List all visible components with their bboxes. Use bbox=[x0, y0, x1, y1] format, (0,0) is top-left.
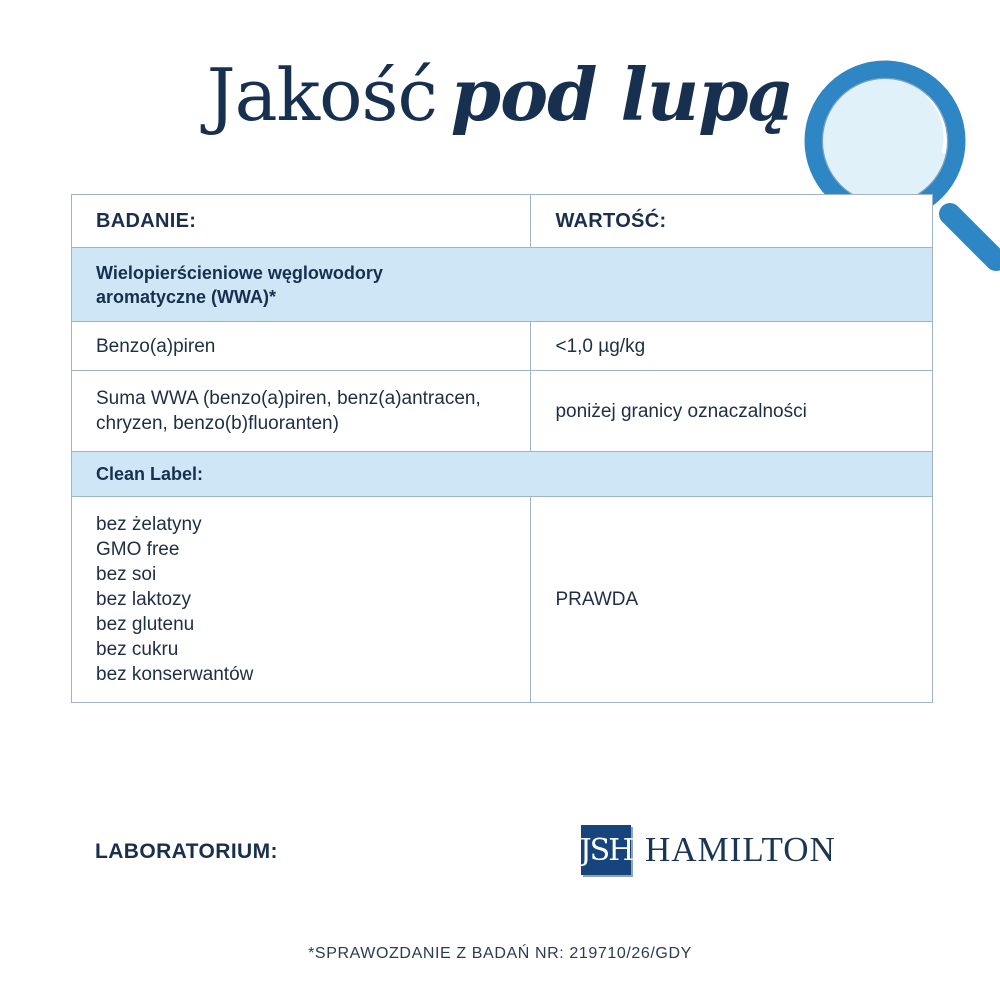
table-row bbox=[72, 497, 933, 703]
header-value: WARTOŚĆ: bbox=[531, 195, 933, 248]
section-row-clean-label bbox=[72, 452, 933, 497]
test-cell bbox=[72, 497, 531, 703]
title-light: Jakość bbox=[206, 53, 437, 137]
logo-mark-icon: JSH bbox=[581, 825, 631, 875]
test-cell bbox=[72, 371, 531, 452]
value-cell: PRAWDA bbox=[531, 497, 933, 703]
test-line: Suma WWA (benzo(a)piren, benz(a)antracen, bbox=[96, 388, 481, 409]
test-line: chryzen, benzo(b)fluoranten) bbox=[96, 413, 339, 434]
report-footnote: *SPRAWOZDANIE Z BADAŃ NR: 219710/26/GDY bbox=[308, 945, 692, 962]
title-bold: pod lupą bbox=[450, 52, 794, 137]
value-cell: <1,0 µg/kg bbox=[531, 322, 933, 371]
table-row bbox=[72, 371, 933, 452]
section-row-wwa bbox=[72, 248, 933, 322]
header-test: BADANIE: bbox=[72, 195, 531, 248]
value-cell: poniżej granicy oznaczalności bbox=[531, 371, 933, 452]
section-title-line: aromatyczne (WWA)* bbox=[96, 286, 277, 307]
table-row bbox=[72, 322, 933, 371]
section-title-wwa bbox=[72, 248, 933, 322]
clean-label-item: GMO free bbox=[96, 539, 180, 560]
clean-label-item: bez żelatyny bbox=[96, 514, 202, 535]
clean-label-item: bez laktozy bbox=[96, 589, 192, 610]
test-cell: Benzo(a)piren bbox=[72, 322, 531, 371]
section-title-clean-label: Clean Label: bbox=[72, 452, 933, 497]
clean-label-item: bez konserwantów bbox=[96, 664, 254, 685]
table-header-row bbox=[72, 195, 933, 248]
clean-label-item: bez cukru bbox=[96, 639, 179, 660]
hamilton-logo bbox=[581, 824, 836, 876]
results-table bbox=[71, 194, 933, 703]
section-title-line: Wielopierścieniowe węglowodory bbox=[96, 262, 383, 283]
clean-label-item: bez glutenu bbox=[96, 614, 195, 635]
laboratory-label: LABORATORIUM: bbox=[95, 840, 278, 863]
clean-label-item: bez soi bbox=[96, 564, 157, 585]
logo-text: HAMILTON bbox=[645, 830, 836, 869]
